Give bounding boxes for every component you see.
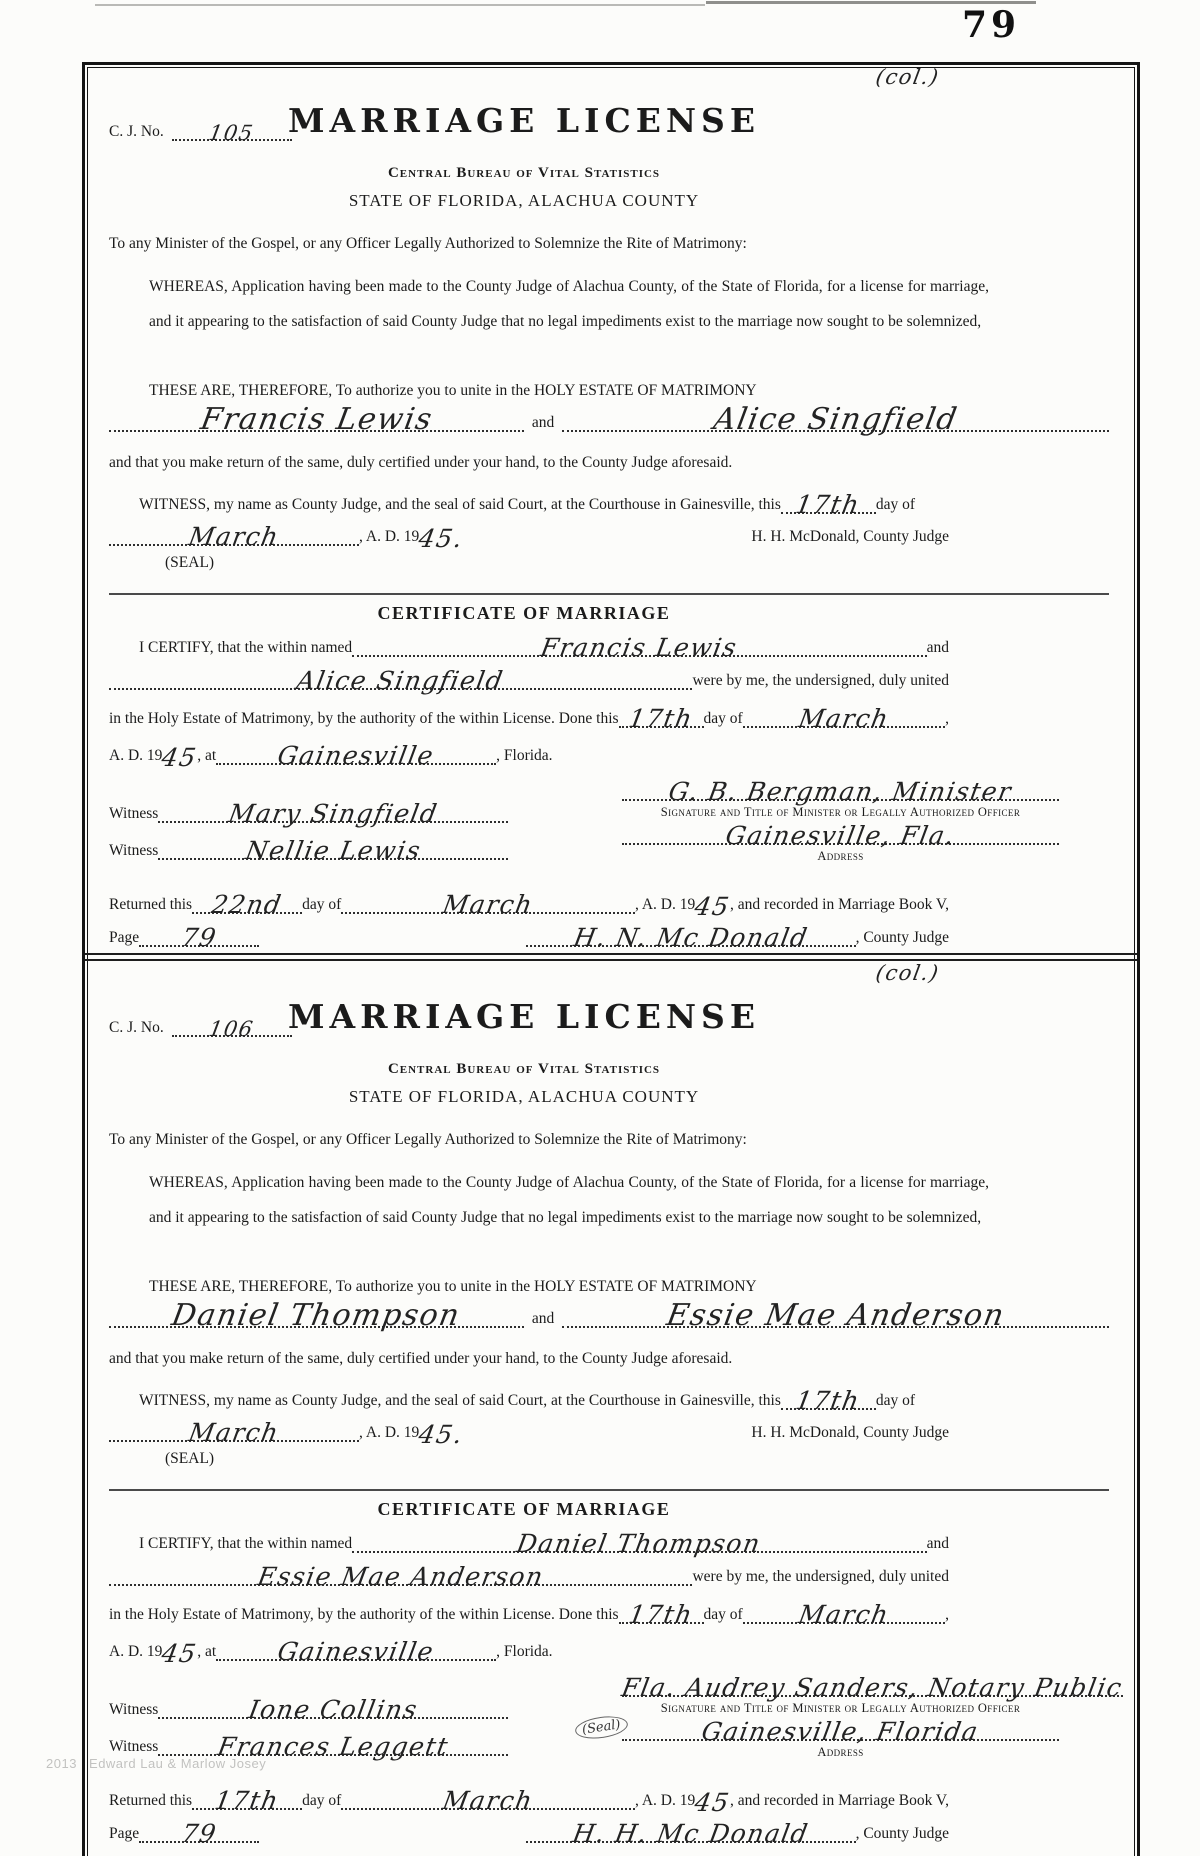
cj-no-label: C. J. No. bbox=[109, 1019, 164, 1036]
address-caption: Address bbox=[817, 1745, 864, 1759]
license-title: MARRIAGE LICENSE bbox=[287, 101, 761, 140]
authorize-text: THESE ARE, THEREFORE, To authorize you to unite in the HOLY ESTATE OF MATRIMONY bbox=[149, 1278, 757, 1295]
annotation-row bbox=[109, 65, 942, 89]
cert-month: March bbox=[796, 704, 892, 733]
judge-printed-name: H. H. McDonald, County Judge bbox=[751, 528, 949, 545]
comma: , bbox=[945, 710, 949, 727]
col-annotation: (col.) bbox=[873, 961, 942, 985]
annotation-row bbox=[109, 961, 942, 985]
witness2-line bbox=[158, 1732, 508, 1761]
cj-no-value: 106 bbox=[207, 1017, 257, 1041]
license-day-line bbox=[781, 1386, 876, 1415]
witness1-row bbox=[109, 1695, 569, 1724]
witness-clause-line bbox=[109, 1386, 949, 1415]
addressee-text: To any Minister of the Gospel, or any Officer Legally Authorized to Solemnize the Rite of Matrimony: bbox=[109, 1131, 747, 1148]
returned-year: 45 bbox=[692, 892, 733, 921]
and-separator: and bbox=[926, 639, 949, 656]
license-title: MARRIAGE LICENSE bbox=[287, 997, 761, 1036]
authorize-line bbox=[109, 382, 1149, 400]
bride-line bbox=[562, 1298, 1109, 1333]
recorded-clause: , and recorded in Marriage Book V, bbox=[730, 1792, 949, 1809]
holy-estate-row bbox=[109, 704, 949, 733]
returned-day-line bbox=[192, 890, 302, 919]
witness-clause-line bbox=[109, 490, 949, 519]
address-caption: Address bbox=[817, 849, 864, 863]
done-at-row bbox=[109, 1637, 629, 1668]
page-row bbox=[109, 923, 949, 952]
witness-label: Witness bbox=[109, 1738, 159, 1755]
certify-line bbox=[109, 1529, 949, 1558]
florida-label: , Florida. bbox=[496, 1643, 553, 1660]
groom-line bbox=[109, 1298, 524, 1333]
cert-bride-line bbox=[109, 666, 692, 695]
ad-19-label: , A. D. 19 bbox=[634, 896, 696, 913]
cert-day-line bbox=[619, 1600, 704, 1629]
ad-19-label: , A. D. 19 bbox=[359, 1424, 420, 1441]
witness2-row bbox=[109, 836, 569, 865]
page-number: 79 bbox=[962, 4, 1021, 46]
cert-bride-row bbox=[109, 666, 949, 695]
done-at-row bbox=[109, 741, 629, 772]
cert-place-line bbox=[216, 1637, 496, 1666]
officiant-signature-row bbox=[622, 777, 1059, 806]
whereas-paragraph: WHEREAS, Application having been made to the County Judge of Alachua County, of the State of Florida, for a license for marriage, and it appearing to the satisfaction of said County Judge that no legal impediments exist to the marriage now sought to be solemnized, bbox=[149, 1174, 989, 1226]
cert-month-line bbox=[743, 704, 945, 733]
cj-no-label: C. J. No. bbox=[109, 123, 164, 140]
ad-19-label: , A. D. 19 bbox=[359, 528, 420, 545]
cert-bride-name: Alice Singfield bbox=[294, 666, 507, 695]
returned-month-line bbox=[341, 1786, 635, 1815]
day-of-label: day of bbox=[703, 710, 743, 727]
license-month: March bbox=[186, 1418, 282, 1447]
addressee-text: To any Minister of the Gospel, or any Officer Legally Authorized to Solemnize the Rite of Matrimony: bbox=[109, 235, 747, 252]
certificate-title: CERTIFICATE OF MARRIAGE bbox=[377, 1499, 671, 1519]
groom-name: Daniel Thompson bbox=[169, 1298, 464, 1333]
state-line: STATE OF FLORIDA, ALACHUA COUNTY bbox=[348, 191, 700, 210]
license-month-row bbox=[109, 1418, 949, 1449]
certificate-title: CERTIFICATE OF MARRIAGE bbox=[377, 603, 671, 623]
certify-line bbox=[109, 633, 949, 662]
cert-place: Gainesville bbox=[275, 741, 437, 770]
holy-estate-clause: in the Holy Estate of Matrimony, by the authority of the within License. Done this bbox=[109, 1606, 619, 1623]
returned-label: Returned this bbox=[109, 896, 193, 913]
day-of-label: day of bbox=[875, 496, 916, 513]
cert-year: 45 bbox=[159, 743, 200, 772]
license-day-line bbox=[781, 490, 876, 519]
witness1-name: Ione Collins bbox=[246, 1695, 421, 1724]
officiant-address-row bbox=[622, 821, 1059, 850]
signature-caption: Signature and Title of Minister or Legally Authorized Officer bbox=[660, 1701, 1021, 1715]
signature-caption: Signature and Title of Minister or Legally Authorized Officer bbox=[660, 805, 1021, 819]
seal-text: (SEAL) bbox=[165, 1450, 215, 1467]
groom-line bbox=[109, 402, 524, 437]
license-year: 45. bbox=[416, 1420, 467, 1449]
at-label: , at bbox=[197, 747, 217, 764]
judge-printed-name: H. H. McDonald, County Judge bbox=[751, 1424, 949, 1441]
bureau-subtitle: Central Bureau of Vital Statistics bbox=[387, 165, 661, 181]
license-month-line bbox=[109, 1418, 359, 1447]
returned-day-line bbox=[192, 1786, 302, 1815]
returned-month: March bbox=[440, 890, 536, 919]
witness1-line bbox=[158, 799, 508, 828]
return-clause-line bbox=[109, 1350, 1109, 1368]
names-line bbox=[109, 1298, 1109, 1333]
witness2-name: Frances Leggett bbox=[215, 1732, 452, 1761]
comma: , bbox=[945, 1606, 949, 1623]
license-month-row bbox=[109, 522, 949, 553]
groom-name: Francis Lewis bbox=[197, 402, 436, 437]
cert-day: 17th bbox=[626, 704, 696, 733]
witness2-line bbox=[158, 836, 508, 865]
cert-groom-name: Daniel Thompson bbox=[514, 1529, 764, 1558]
cert-bride-line bbox=[109, 1562, 692, 1591]
day-of-label: day of bbox=[875, 1392, 916, 1409]
ad-19-label: A. D. 19 bbox=[109, 747, 163, 764]
county-judge-suffix: , County Judge bbox=[855, 1825, 949, 1842]
ad-19-label: A. D. 19 bbox=[109, 1643, 163, 1660]
witness1-line bbox=[158, 1695, 508, 1724]
watermark: 2013 | Edward Lau & Marlow Josey bbox=[46, 1756, 267, 1771]
cj-no-value: 105 bbox=[207, 121, 257, 145]
book-page-line bbox=[139, 923, 259, 952]
section-divider bbox=[109, 1489, 1109, 1491]
col-annotation: (col.) bbox=[873, 65, 942, 89]
were-by-me-label: were by me, the undersigned, duly united bbox=[692, 1568, 949, 1585]
returned-row bbox=[109, 890, 949, 921]
day-of-label: day of bbox=[302, 896, 342, 913]
florida-label: , Florida. bbox=[496, 747, 553, 764]
bride-name: Essie Mae Anderson bbox=[663, 1298, 1008, 1333]
day-of-label: day of bbox=[703, 1606, 743, 1623]
returned-day: 17th bbox=[212, 1786, 282, 1815]
witness1-name: Mary Singfield bbox=[226, 799, 441, 828]
judge-signature: H. H. Mc Donald bbox=[570, 1819, 811, 1848]
witness-label: Witness bbox=[109, 1701, 159, 1718]
witness-clause-text: WITNESS, my name as County Judge, and the seal of said Court, at the Courthouse in Gainesville, this bbox=[139, 496, 781, 513]
cert-year: 45 bbox=[159, 1639, 200, 1668]
license-section-2 bbox=[85, 961, 1137, 1851]
officiant-signature-line bbox=[622, 777, 1059, 806]
officiant-signature: G. B. Bergman, Minister bbox=[666, 777, 1015, 806]
cert-bride-name: Essie Mae Anderson bbox=[255, 1562, 547, 1591]
license-month: March bbox=[186, 522, 282, 551]
witness-label: Witness bbox=[109, 842, 159, 859]
witness1-row bbox=[109, 799, 569, 828]
cert-groom-name: Francis Lewis bbox=[538, 633, 741, 662]
return-clause-text: and that you make return of the same, duly certified under your hand, to the County Judge aforesaid. bbox=[109, 454, 733, 471]
book-page-line bbox=[139, 1819, 259, 1848]
whereas-paragraph: WHEREAS, Application having been made to the County Judge of Alachua County, of the State of Florida, for a license for marriage, and it appearing to the satisfaction of said County Judge that no legal impediments exist to the marriage now sought to be solemnized, bbox=[149, 278, 989, 330]
cert-month: March bbox=[796, 1600, 892, 1629]
authorize-text: THESE ARE, THEREFORE, To authorize you to unite in the HOLY ESTATE OF MATRIMONY bbox=[149, 382, 757, 399]
and-separator: and bbox=[926, 1535, 949, 1552]
cert-place: Gainesville bbox=[275, 1637, 437, 1666]
county-judge-suffix: , County Judge bbox=[855, 929, 949, 946]
license-year: 45. bbox=[416, 524, 467, 553]
recorded-clause: , and recorded in Marriage Book V, bbox=[730, 896, 949, 913]
document-frame bbox=[82, 62, 1140, 1856]
witness2-name: Nellie Lewis bbox=[243, 836, 424, 865]
license-day: 17th bbox=[793, 490, 863, 519]
returned-day: 22nd bbox=[209, 890, 285, 919]
scan-artifact-line bbox=[95, 4, 705, 6]
returned-month-line bbox=[341, 890, 635, 919]
holy-estate-clause: in the Holy Estate of Matrimony, by the authority of the within License. Done this bbox=[109, 710, 619, 727]
cert-day: 17th bbox=[626, 1600, 696, 1629]
returned-label: Returned this bbox=[109, 1792, 193, 1809]
returned-row bbox=[109, 1786, 949, 1817]
seal-label bbox=[109, 1450, 1165, 1468]
between-licenses-rule bbox=[85, 953, 1137, 961]
cert-groom-line bbox=[352, 633, 926, 662]
officiant-signature-line bbox=[619, 1673, 1126, 1702]
officiant-address: Gainesville, Florida bbox=[699, 1717, 982, 1746]
at-label: , at bbox=[197, 1643, 217, 1660]
and-separator: and bbox=[531, 1310, 555, 1327]
certify-label: I CERTIFY, that the within named bbox=[139, 1535, 353, 1552]
returned-month: March bbox=[440, 1786, 536, 1815]
judge-signature-line bbox=[526, 1819, 856, 1848]
day-of-label: day of bbox=[302, 1792, 342, 1809]
judge-signature-line bbox=[526, 923, 856, 952]
officiant-address-line bbox=[622, 821, 1059, 850]
book-page-value: 79 bbox=[179, 923, 220, 952]
were-by-me-label: were by me, the undersigned, duly united bbox=[692, 672, 949, 689]
bride-name: Alice Singfield bbox=[710, 402, 961, 437]
cert-bride-row bbox=[109, 1562, 949, 1591]
certify-label: I CERTIFY, that the within named bbox=[139, 639, 353, 656]
officiant-address-line bbox=[622, 1717, 1059, 1746]
book-page-value: 79 bbox=[179, 1819, 220, 1848]
return-clause-line bbox=[109, 454, 1109, 472]
returned-year: 45 bbox=[692, 1788, 733, 1817]
cert-groom-line bbox=[352, 1529, 926, 1558]
addressee-line bbox=[109, 1131, 1109, 1149]
names-line bbox=[109, 402, 1109, 437]
bride-line bbox=[562, 402, 1109, 437]
addressee-line bbox=[109, 235, 1109, 253]
holy-estate-row bbox=[109, 1600, 949, 1629]
witness-clause-text: WITNESS, my name as County Judge, and the seal of said Court, at the Courthouse in Gainesville, this bbox=[139, 1392, 781, 1409]
ad-19-label: , A. D. 19 bbox=[634, 1792, 696, 1809]
state-line: STATE OF FLORIDA, ALACHUA COUNTY bbox=[348, 1087, 700, 1106]
license-month-line bbox=[109, 522, 359, 551]
page-label: Page bbox=[109, 1825, 140, 1842]
cert-month-line bbox=[743, 1600, 945, 1629]
witness-label: Witness bbox=[109, 805, 159, 822]
page-row bbox=[109, 1819, 949, 1848]
judge-signature: H. N. Mc Donald bbox=[570, 923, 811, 952]
seal-label bbox=[109, 554, 1165, 572]
page-label: Page bbox=[109, 929, 140, 946]
cert-place-line bbox=[216, 741, 496, 770]
authorize-line bbox=[109, 1278, 1149, 1296]
officiant-signature-row bbox=[619, 1673, 1126, 1702]
witness2-row bbox=[109, 1732, 569, 1761]
license-day: 17th bbox=[793, 1386, 863, 1415]
seal-scribble: (Seal) bbox=[574, 1713, 629, 1741]
cert-day-line bbox=[619, 704, 704, 733]
officiant-address: Gainesville, Fla. bbox=[723, 821, 958, 850]
officiant-signature: Fla. Audrey Sanders, Notary Public bbox=[619, 1673, 1126, 1702]
and-separator: and bbox=[531, 414, 555, 431]
bureau-subtitle: Central Bureau of Vital Statistics bbox=[387, 1061, 661, 1077]
section-divider bbox=[109, 593, 1109, 595]
return-clause-text: and that you make return of the same, duly certified under your hand, to the County Judge aforesaid. bbox=[109, 1350, 733, 1367]
officiant-address-row bbox=[622, 1717, 1059, 1746]
license-section-1 bbox=[85, 65, 1137, 955]
seal-text: (SEAL) bbox=[165, 554, 215, 571]
